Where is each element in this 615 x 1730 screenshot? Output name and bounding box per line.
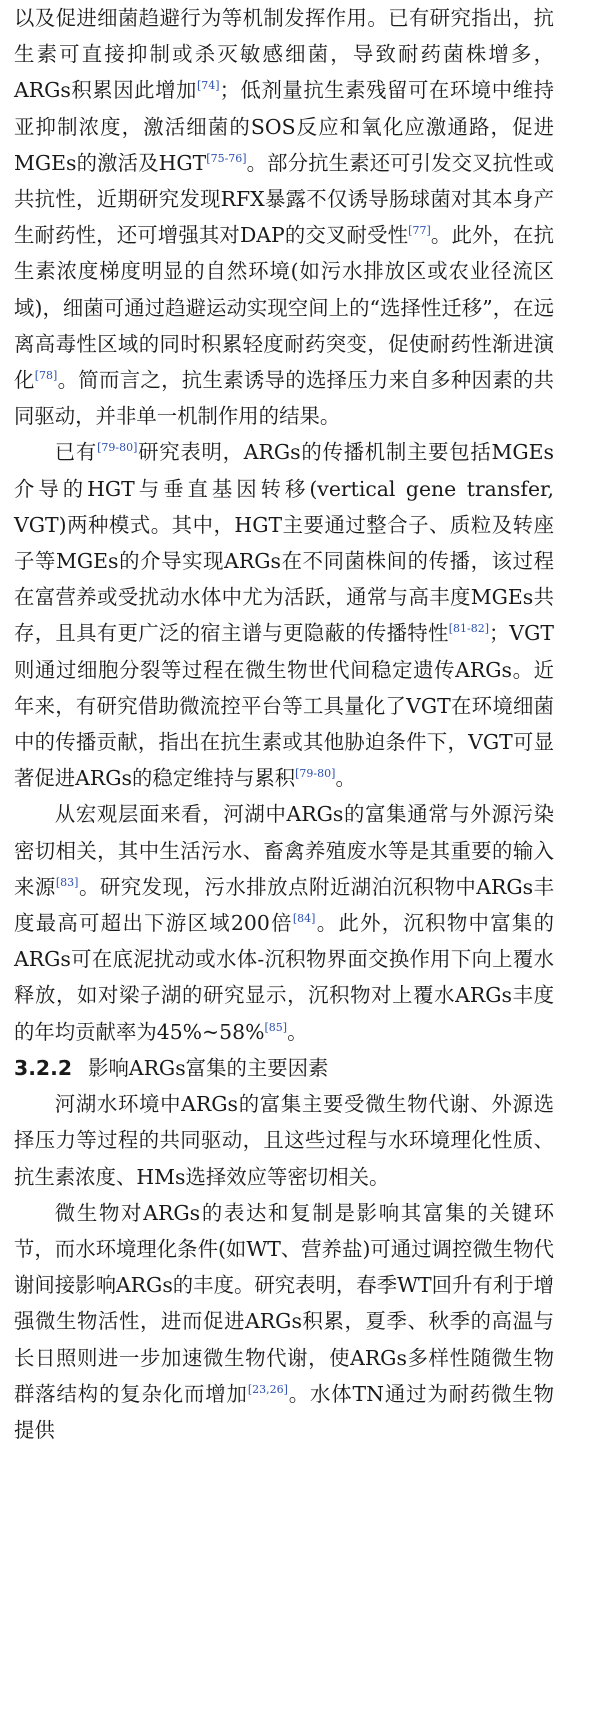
text-run: ；VGT则通过细胞分裂等过程在微生物世代间稳定遗传ARGs。近年来，有研究借助微流控平台等工具量化了VGT在环境细菌中的传播贡献，指出在抗生素或其他胁迫条件下，VGT可显著促进ARGs的稳定维持与累积 (14, 621, 554, 791)
text-run: 。 (287, 1019, 308, 1044)
citation-ref[interactable]: [77] (408, 224, 431, 238)
text-run: ；低剂量抗生素残留可在环境中维持亚抑制浓度，激活细菌的SOS反应和氧化应激通路，促进MGEs的激活及HGT (14, 78, 554, 175)
body-text-before-heading (14, 0, 554, 1050)
text-run: 。此外，在抗生素浓度梯度明显的自然环境(如污水排放区或农业径流区域)，细菌可通过趋避运动实现空间上的“选择性迁移”，在远离高毒性区域的同时积累轻度耐药突变，促使耐药性渐进演化 (14, 223, 554, 393)
body-text-after-heading (14, 1086, 554, 1448)
text-run: 微生物对ARGs的表达和复制是影响其富集的关键环节，而水环境理化条件(如WT、营养盐)可通过调控微生物代谢间接影响ARGs的丰度。研究表明，春季WT回升有利于增强微生物活性，进而促进ARGs积累，夏季、秋季的高温与长日照则进一步加速微生物代谢，使ARGs多样性随微生物群落结构的复杂化而增加 (14, 1200, 554, 1406)
citation-ref[interactable]: [74] (196, 79, 220, 93)
section-title: 影响ARGs富集的主要因素 (88, 1055, 329, 1080)
citation-ref[interactable]: [84] (292, 912, 316, 926)
paragraph (14, 1086, 554, 1195)
citation-ref[interactable]: [79-80] (97, 441, 138, 455)
citation-ref[interactable]: [78] (34, 369, 58, 383)
text-run: 。研究发现，污水排放点附近湖泊沉积物中ARGs丰度最高可超出下游区域200倍 (14, 874, 554, 936)
text-run: 研究表明，ARGs的传播机制主要包括MGEs介导的HGT与垂直基因转移(vertical gene transfer, VGT)两种模式。其中，HGT主要通过整合子、质粒及转座子等MGEs的介导实现ARGs在不同菌株间的传播，该过程在富营养或受扰动水体中尤为活跃，通常与高丰度MGEs共存，且具有更广泛的宿主谱与更隐蔽的传播特性 (14, 440, 554, 646)
citation-ref[interactable]: [75-76] (206, 152, 247, 166)
text-run: 已有 (54, 440, 98, 465)
paragraph (14, 1195, 554, 1448)
text-run: 。 (335, 766, 356, 791)
citation-ref[interactable]: [79-80] (295, 767, 336, 781)
citation-ref[interactable]: [81-82] (448, 622, 489, 636)
text-run: 。部分抗生素还可引发交叉抗性或共抗性，近期研究发现RFX暴露不仅诱导肠球菌对其本身产生耐药性，还可增强其对DAP的交叉耐受性 (14, 150, 555, 248)
text-run: 以及促进细菌趋避行为等机制发挥作用。已有研究指出，抗生素可直接抑制或杀灭敏感细菌，导致耐药菌株增多，ARGs积累因此增加 (14, 6, 554, 103)
text-run: 从宏观层面来看，河湖中ARGs的富集通常与外源污染密切相关，其中生活污水、畜禽养殖废水等是其重要的输入来源 (14, 802, 554, 899)
section-number: 3.2.2 (14, 1055, 73, 1080)
citation-ref[interactable]: [85] (264, 1020, 288, 1034)
citation-ref[interactable]: [83] (55, 876, 79, 890)
text-run: 。简而言之，抗生素诱导的选择压力来自多种因素的共同驱动，并非单一机制作用的结果。 (14, 368, 555, 429)
section-heading (14, 1050, 554, 1086)
paragraph (14, 0, 554, 434)
text-run: 。水体TN通过为耐药微生物提供 (14, 1381, 554, 1442)
paragraph (14, 796, 554, 1049)
text-run: 。此外，沉积物中富集的ARGs可在底泥扰动或水体-沉积物界面交换作用下向上覆水释放，如对梁子湖的研究显示，沉积物对上覆水ARGs丰度的年均贡献率为45%~58% (14, 911, 554, 1044)
text-run: 河湖水环境中ARGs的富集主要受微生物代谢、外源选择压力等过程的共同驱动，且这些过程与水环境理化性质、抗生素浓度、HMs选择效应等密切相关。 (14, 1092, 554, 1189)
citation-ref[interactable]: [23,26] (247, 1382, 288, 1396)
paragraph (14, 434, 554, 796)
